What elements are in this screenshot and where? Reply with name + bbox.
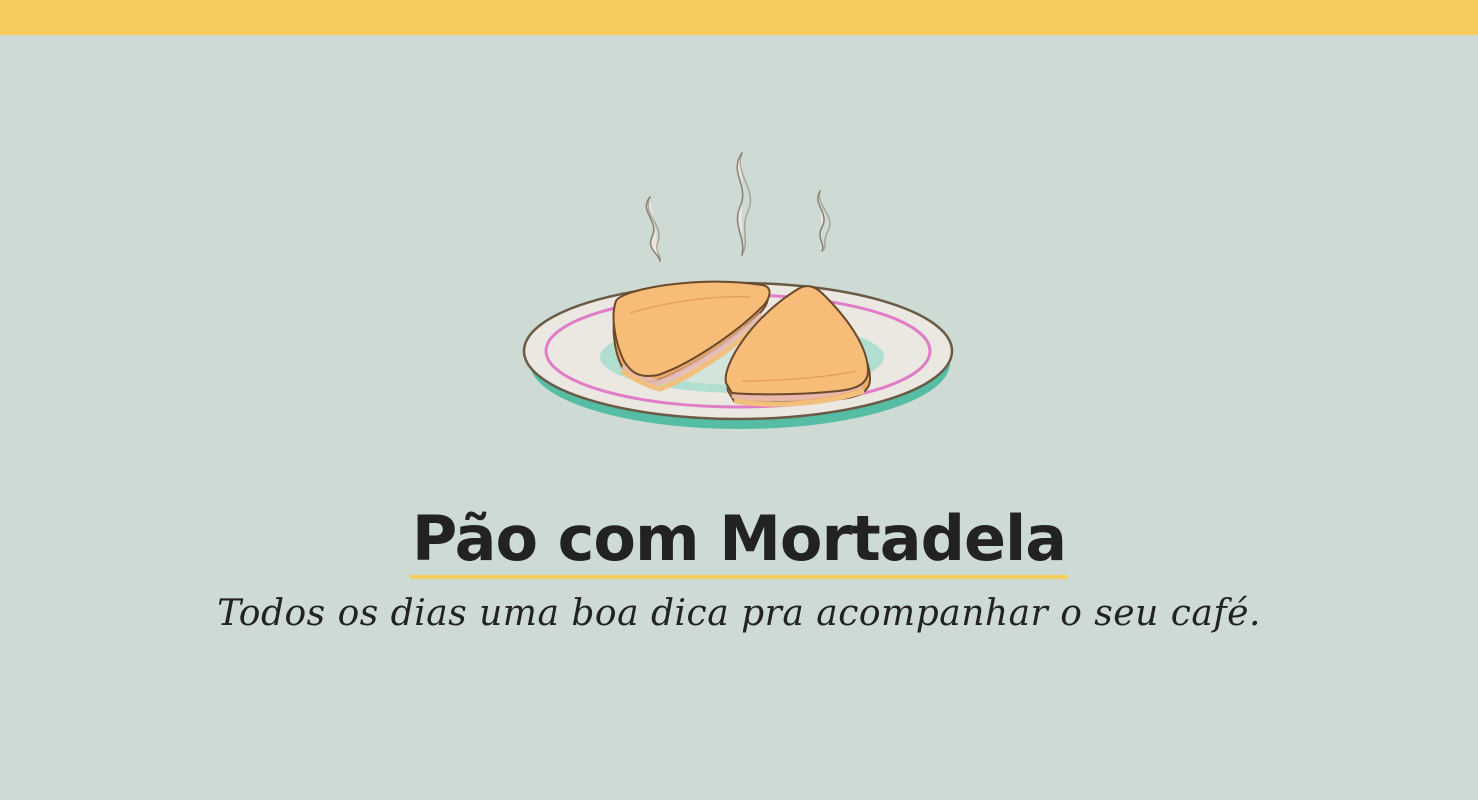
hero-section bbox=[0, 35, 1478, 800]
steam-icon bbox=[646, 153, 830, 261]
sandwich-plate-icon bbox=[510, 145, 970, 455]
title-wrapper bbox=[0, 503, 1478, 579]
top-accent-bar bbox=[0, 0, 1478, 35]
page-title: Pão com Mortadela bbox=[410, 503, 1068, 579]
page-subtitle: Todos os dias uma boa dica pra acompanhar o seu café. bbox=[217, 593, 1261, 634]
